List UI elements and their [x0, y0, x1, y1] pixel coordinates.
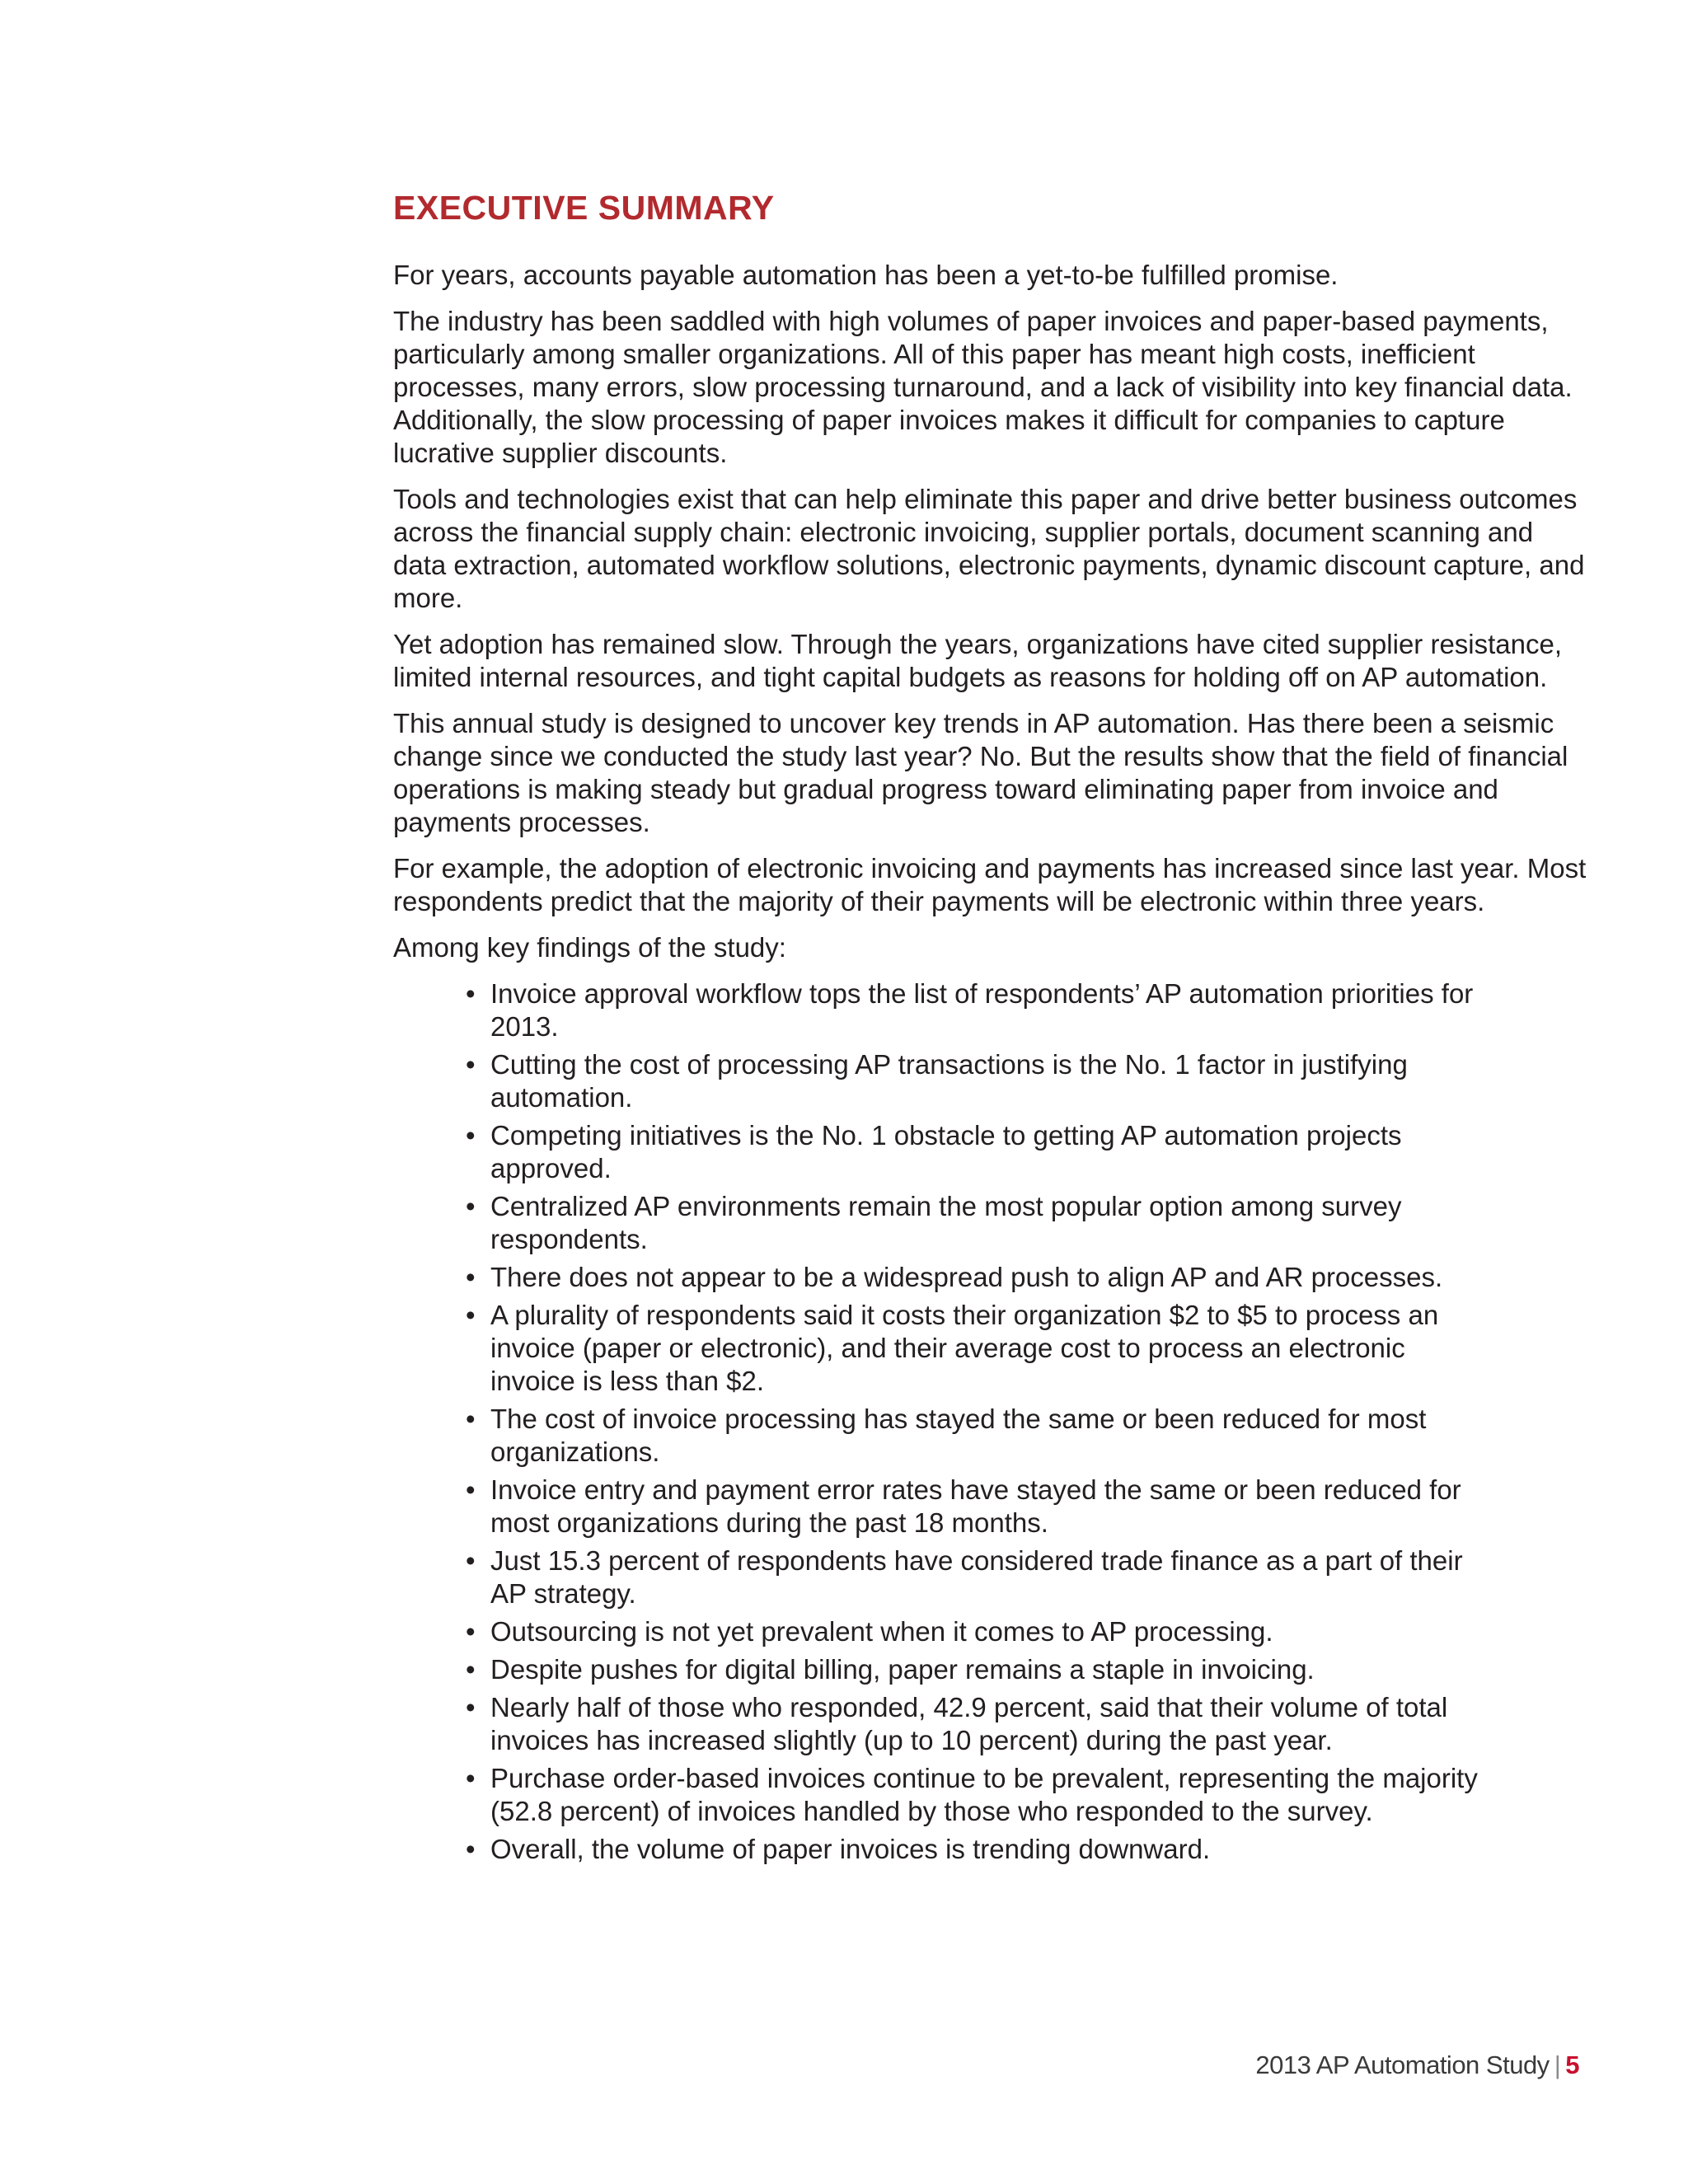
finding-text: Overall, the volume of paper invoices is trending downward.	[490, 1834, 1211, 1864]
bullet-icon: •	[466, 1834, 476, 1864]
list-item	[466, 1119, 1479, 1185]
finding-text: Despite pushes for digital billing, paper remains a staple in invoicing.	[490, 1654, 1315, 1685]
paragraph-tools: Tools and technologies exist that can help eliminate this paper and drive better business outcomes across the financial supply chain: electronic invoicing, supplier portals, document scanning and data extraction, automated workflow solutions, electronic payments, dynamic discount capture, and more.	[393, 484, 1585, 613]
bullet-icon: •	[466, 978, 476, 1009]
finding-text: Just 15.3 percent of respondents have considered trade finance as a part of their AP strategy.	[490, 1545, 1463, 1609]
bullet-icon: •	[466, 1262, 476, 1292]
bullet-icon: •	[466, 1692, 476, 1722]
paragraph-intro: For years, accounts payable automation has been a yet-to-be fulfilled promise.	[393, 260, 1339, 290]
paragraph-adoption: Yet adoption has remained slow. Through the years, organizations have cited supplier resistance, limited internal resources, and tight capital budgets as reasons for holding off on AP automation.	[393, 629, 1563, 692]
bullet-icon: •	[466, 1545, 476, 1576]
bullet-icon: •	[466, 1763, 476, 1793]
bullet-icon: •	[466, 1404, 476, 1434]
bullet-icon: •	[466, 1300, 476, 1330]
finding-text: A plurality of respondents said it costs their organization $2 to $5 to process an invoice (paper or electronic), and their average cost to process an electronic invoice is less than $2.	[490, 1300, 1439, 1396]
list-item	[466, 1762, 1479, 1828]
finding-text: Nearly half of those who responded, 42.9 percent, said that their volume of total invoices has increased slightly (up to 10 percent) during the past year.	[490, 1692, 1448, 1755]
list-item	[466, 1190, 1479, 1256]
section-heading: EXECUTIVE SUMMARY	[393, 189, 775, 227]
paragraph-example: For example, the adoption of electronic invoicing and payments has increased since last year. Most respondents predict that the majority of their payments will be electronic within three years.	[393, 853, 1587, 916]
paragraph-findings-intro: Among key findings of the study:	[393, 932, 786, 963]
finding-text: The cost of invoice processing has stayed the same or been reduced for most organizations.	[490, 1404, 1427, 1467]
finding-text: Invoice approval workflow tops the list of respondents’ AP automation priorities for 2013.	[490, 978, 1474, 1042]
finding-text: Purchase order-based invoices continue to be prevalent, representing the majority (52.8 percent) of invoices handled by those who responded to the survey.	[490, 1763, 1478, 1826]
finding-text: Centralized AP environments remain the most popular option among survey respondents.	[490, 1191, 1402, 1254]
list-item	[466, 1299, 1479, 1398]
bullet-icon: •	[466, 1120, 476, 1151]
bullet-icon: •	[466, 1654, 476, 1685]
footer-title: 2013 AP Automation Study	[1255, 2050, 1550, 2079]
paragraph-industry: The industry has been saddled with high volumes of paper invoices and paper-based payments, particularly among smaller organizations. All of this paper has meant high costs, inefficient processes, many errors, slow processing turnaround, and a lack of visibility into key financial data. Additionally, the slow processing of paper invoices makes it difficult for companies to capture lucrative supplier discounts.	[393, 306, 1573, 468]
finding-text: Cutting the cost of processing AP transactions is the No. 1 factor in justifying automation.	[490, 1049, 1408, 1113]
finding-text: Competing initiatives is the No. 1 obstacle to getting AP automation projects approved.	[490, 1120, 1402, 1183]
list-item	[466, 977, 1479, 1043]
page-number: 5	[1565, 2050, 1579, 2079]
bullet-icon: •	[466, 1049, 476, 1080]
list-item	[466, 1261, 1479, 1294]
list-item	[466, 1048, 1479, 1114]
list-item	[466, 1615, 1479, 1648]
list-item	[466, 1691, 1479, 1757]
list-item	[466, 1544, 1479, 1610]
finding-text: There does not appear to be a widespread push to align AP and AR processes.	[490, 1262, 1443, 1292]
list-item	[466, 1474, 1479, 1540]
findings-list	[393, 977, 1479, 1866]
footer-separator: |	[1554, 2050, 1561, 2079]
finding-text: Outsourcing is not yet prevalent when it comes to AP processing.	[490, 1616, 1273, 1647]
list-item	[466, 1403, 1479, 1469]
list-item	[466, 1653, 1479, 1686]
paragraph-study: This annual study is designed to uncover key trends in AP automation. Has there been a seismic change since we conducted the study last year? No. But the results show that the field of financial operations is making steady but gradual progress toward eliminating paper from invoice and payments processes.	[393, 708, 1568, 837]
bullet-icon: •	[466, 1474, 476, 1505]
bullet-icon: •	[466, 1191, 476, 1221]
list-item	[466, 1833, 1479, 1866]
page-footer	[1255, 2050, 1579, 2080]
page-content	[393, 188, 1592, 1871]
finding-text: Invoice entry and payment error rates have stayed the same or been reduced for most organizations during the past 18 months.	[490, 1474, 1461, 1538]
bullet-icon: •	[466, 1616, 476, 1647]
